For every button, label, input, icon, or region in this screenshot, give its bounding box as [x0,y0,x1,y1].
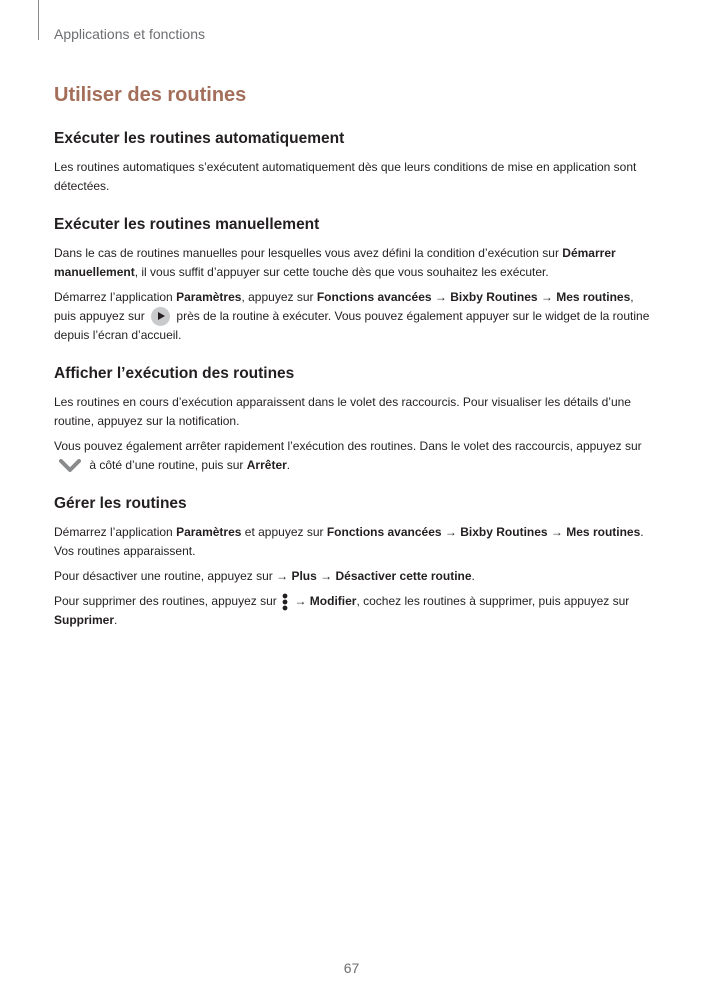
paragraph [54,592,650,630]
section-manual [54,215,650,345]
more-options-icon [281,593,289,611]
arrow: → [291,594,310,609]
arrow: → [316,569,336,584]
text: Démarrez l’application [54,525,177,540]
section-heading-manual: Exécuter les routines manuellement [54,216,320,233]
running-header: Applications et fonctions [54,26,205,42]
text: . Vos routines apparaissent. [54,525,644,559]
bold-term: Modifier [309,594,357,609]
bold-term: Mes routines [566,525,641,540]
page-margin-rule [38,0,39,40]
paragraph [54,288,650,345]
bold-term: Fonctions avancées [326,525,442,540]
text: près de la routine à exécuter. Vous pouvez également appuyer sur le widget de la routine depuis l’écran d’accueil. [54,309,650,343]
section-manage [54,494,650,630]
arrow: → [537,290,557,304]
text: , cochez les routines à supprimer, puis appuyez sur [356,594,630,609]
text: . [471,569,475,584]
bold-term: Démarrer manuellement [54,246,616,279]
paragraph [54,523,650,561]
section-heading-display: Afficher l’exécution des routines [54,365,295,383]
page-title: Utiliser des routines [54,84,247,106]
paragraph [54,437,650,475]
bold-term: Bixby Routines [450,290,538,304]
paragraph [54,244,650,282]
text: , il vous suffit d’appuyer sur cette touche dès que vous souhaitez les exécuter. [134,265,549,279]
play-icon [151,307,170,326]
paragraph [54,567,650,586]
page-content [54,82,650,649]
bold-term: Arrêter [246,458,287,473]
section-heading-manage: Gérer les routines [54,495,187,513]
page-number: 67 [343,960,360,976]
text: et appuyez sur [241,525,327,540]
arrow: → [547,525,567,540]
text: Vous pouvez également arrêter rapidement l’exécution des routines. Dans le volet des raccourcis, appuyez sur [54,439,642,454]
bold-term: Fonctions avancées [316,290,432,304]
text: Démarrez l’application [54,290,177,304]
section-auto [54,129,650,196]
bold-term: Supprimer [54,613,115,628]
text: Pour supprimer des routines, appuyez sur [54,594,281,609]
arrow: → [441,525,461,540]
text: . [114,613,118,628]
text: Dans le cas de routines manuelles pour lesquelles vous avez défini la condition d’exécution sur [54,246,563,260]
text: Pour désactiver une routine, appuyez sur → [54,569,292,584]
bold-term: Paramètres [176,525,242,540]
bold-term: Désactiver cette routine [335,569,472,584]
bold-term: Bixby Routines [460,525,548,540]
arrow: → [431,290,451,304]
text: , appuyez sur [241,290,317,304]
section-display [54,364,650,475]
chevron-down-icon [59,459,81,473]
bold-term: Mes routines [556,290,631,304]
bold-term: Paramètres [176,290,242,304]
bold-term: Plus [291,569,317,584]
paragraph: Les routines automatiques s’exécutent automatiquement dès que leurs conditions de mise en application sont détectées. [54,160,637,193]
text: . [286,458,291,473]
paragraph: Les routines en cours d’exécution apparaissent dans le volet des raccourcis. Pour visualiser les détails d’une routine, appuyez sur la notification. [54,395,631,429]
text: , puis appuyez sur [54,290,634,323]
text: à côté d’une routine, puis sur [86,458,247,473]
section-heading-auto: Exécuter les routines automatiquement [54,130,345,147]
